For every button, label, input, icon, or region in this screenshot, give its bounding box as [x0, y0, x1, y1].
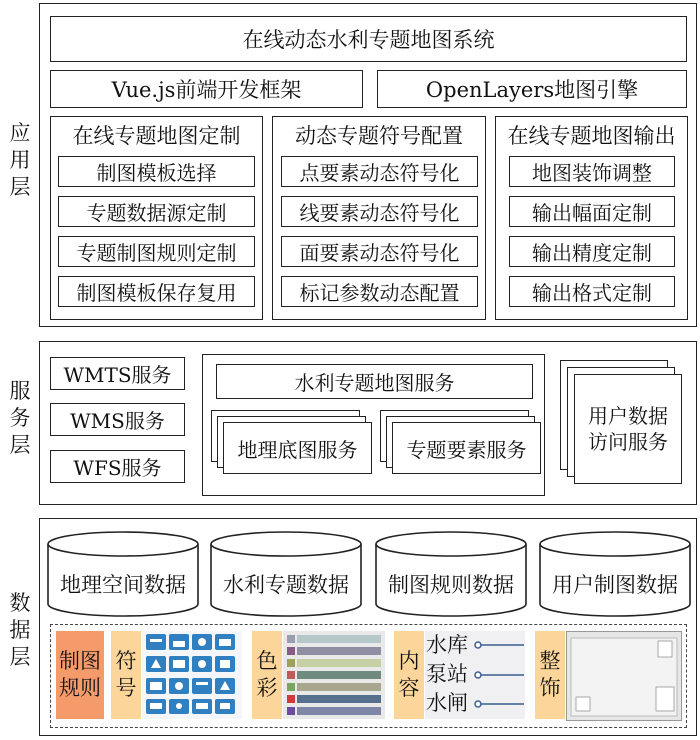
content-item-pump-station: 泵站 [426, 662, 468, 686]
wms-service-box: WMS服务 [50, 403, 185, 436]
map-layout-preview [566, 631, 682, 721]
column-map-output-item: 输出格式定制 [509, 276, 675, 307]
column-symbol-config-item: 点要素动态符号化 [281, 156, 478, 187]
color-tag: 色 彩 [252, 631, 282, 719]
column-map-output-item: 地图装饰调整 [509, 156, 675, 187]
wfs-service-box: WFS服务 [50, 450, 185, 483]
content-item-sluice: 水闸 [426, 691, 468, 715]
color-palette-swatches [283, 631, 385, 719]
user-data-service-box: 用户数据 访问服务 [574, 374, 682, 484]
water-symbol-icons-grid [142, 631, 242, 719]
data-layer-label: 数 据 层 [9, 591, 31, 669]
map-engine-box [377, 70, 687, 108]
column-symbol-config-item: 面要素动态符号化 [281, 236, 478, 267]
column-custom-map-item: 专题数据源定制 [58, 196, 255, 227]
frontend-framework-box [50, 70, 363, 108]
column-map-output-title: 在线专题地图输出 [507, 124, 676, 148]
symbol-tag: 符 号 [111, 631, 141, 719]
content-connector-lines [470, 631, 526, 719]
wmts-service-box: WMTS服务 [50, 357, 185, 390]
mapping-rules-tile: 制图 规则 [56, 631, 104, 719]
water-map-service-box: 水利专题地图服务 [216, 364, 533, 399]
content-tag: 内 容 [394, 631, 424, 719]
decoration-tag: 整 饰 [535, 631, 565, 719]
column-map-output-item: 输出幅面定制 [509, 196, 675, 227]
column-symbol-config-item: 标记参数动态配置 [281, 276, 478, 307]
column-custom-map-item: 制图模板保存复用 [58, 276, 255, 307]
application-layer-label: 应 用 层 [9, 121, 31, 199]
water-thematic-data-label: 水利专题数据 [223, 573, 349, 597]
user-mapping-data-label: 用户制图数据 [552, 573, 678, 597]
column-symbol-config-item: 线要素动态符号化 [281, 196, 478, 227]
frontend-framework-label: Vue.js前端开发框架 [111, 78, 302, 102]
column-custom-map-title: 在线专题地图定制 [72, 124, 241, 148]
geo-spatial-data-label: 地理空间数据 [60, 573, 186, 597]
base-map-service-box: 地理底图服务 [223, 422, 372, 474]
mapping-rule-data-label: 制图规则数据 [388, 573, 514, 597]
column-custom-map-item: 制图模板选择 [58, 156, 255, 187]
system-title: 在线动态水利专题地图系统 [242, 28, 495, 52]
column-map-output-item: 输出精度定制 [509, 236, 675, 267]
service-layer-label: 服 务 层 [9, 379, 31, 457]
map-engine-label: OpenLayers地图引擎 [425, 78, 639, 102]
column-custom-map-item: 专题制图规则定制 [58, 236, 255, 267]
column-symbol-config-title: 动态专题符号配置 [295, 124, 463, 148]
content-item-reservoir: 水库 [426, 633, 468, 657]
feature-service-box: 专题要素服务 [392, 422, 541, 474]
system-title-box [50, 16, 687, 62]
